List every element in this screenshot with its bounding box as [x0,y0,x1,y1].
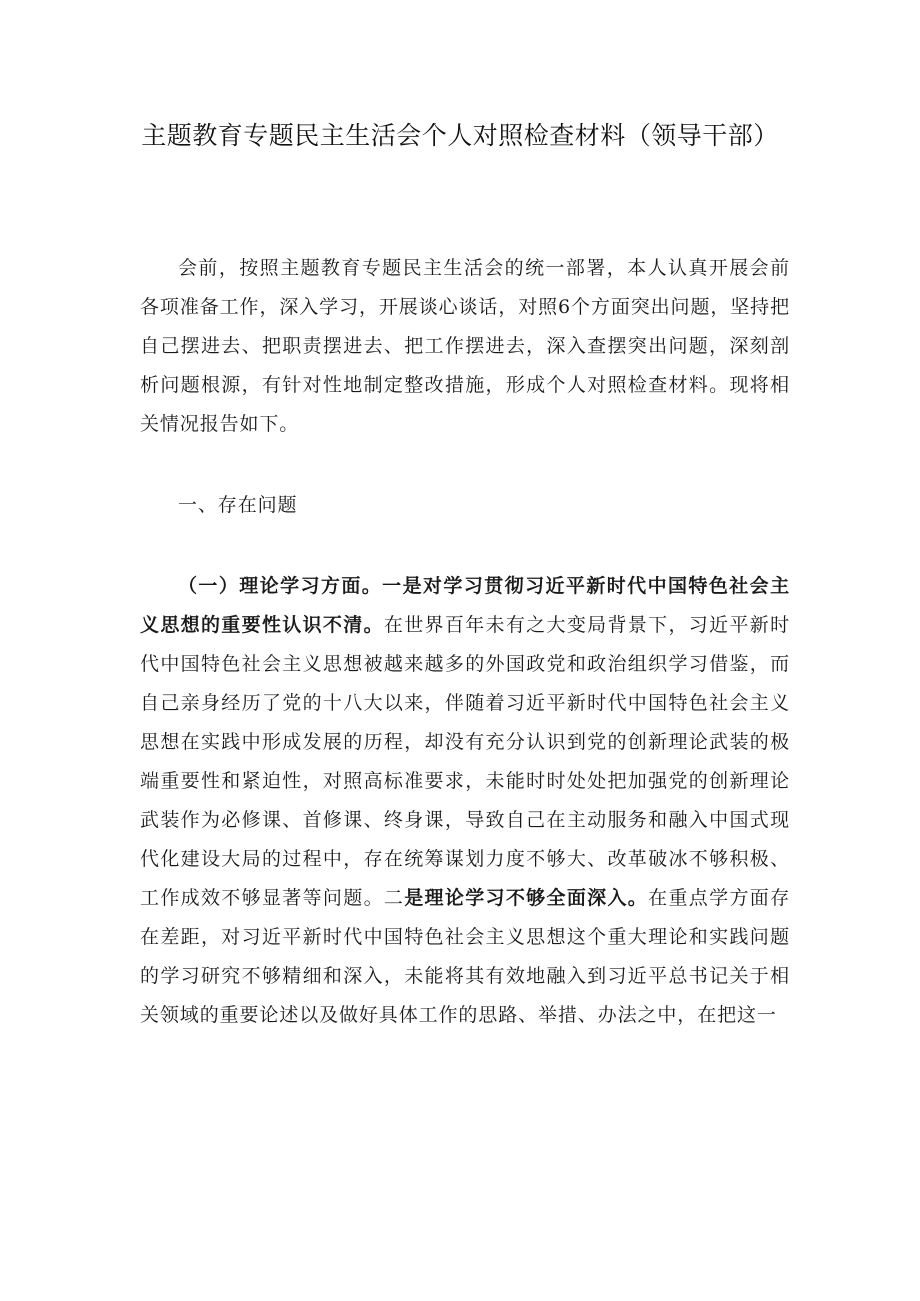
document-body [140,249,790,1035]
section-paragraph [140,567,790,1035]
paragraph-lead-bold: （一）理论学习方面。一是对学习贯彻习近平新时代中国特色社会主义思想的重要性认识不清。 [140,575,790,636]
paragraph-text-continued: 在重点学方面存在差距，对习近平新时代中国特色社会主义思想这个重大理论和实践问题的学习研究不够精细和深入，未能将其有效地融入到习近平总书记关于相关领域的重要论述以及做好具体工作的思路、举措、办法之中，在把这一 [140,887,790,1026]
section-heading: 一、存在问题 [178,494,298,516]
intro-paragraph: 会前，按照主题教育专题民主生活会的统一部署，本人认真开展会前各项准备工作，深入学习，开展谈心谈话，对照6个方面突出问题，坚持把自己摆进去、把职责摆进去、把工作摆进去，深入查摆突出问题，深刻剖析问题根源，有针对性地制定整改措施，形成个人对照检查材料。现将相关情况报告如下。 [140,257,790,435]
paragraph-bold-phrase: 是理论学习不够全面深入。 [404,887,649,909]
paragraph-text: 在世界百年未有之大变局背景下，习近平新时代中国特色社会主义思想被越来越多的外国政党和政治组织学习借鉴，而自己亲身经历了党的十八大以来，伴随着习近平新时代中国特色社会主义思想在实践中形成发展的历程，却没有充分认识到党的创新理论武装的极端重要性和紧迫性，对照高标准要求，未能时时处处把加强党的创新理论武装作为必修课、首修课、终身课，导致自己在主动服务和融入中国式现代化建设大局的过程中，存在统筹谋划力度不够大、改革破冰不够积极、工作成效不够显著等问题。二 [140,614,790,909]
document-title: 主题教育专题民主生活会个人对照检查材料（领导干部） [141,121,779,150]
